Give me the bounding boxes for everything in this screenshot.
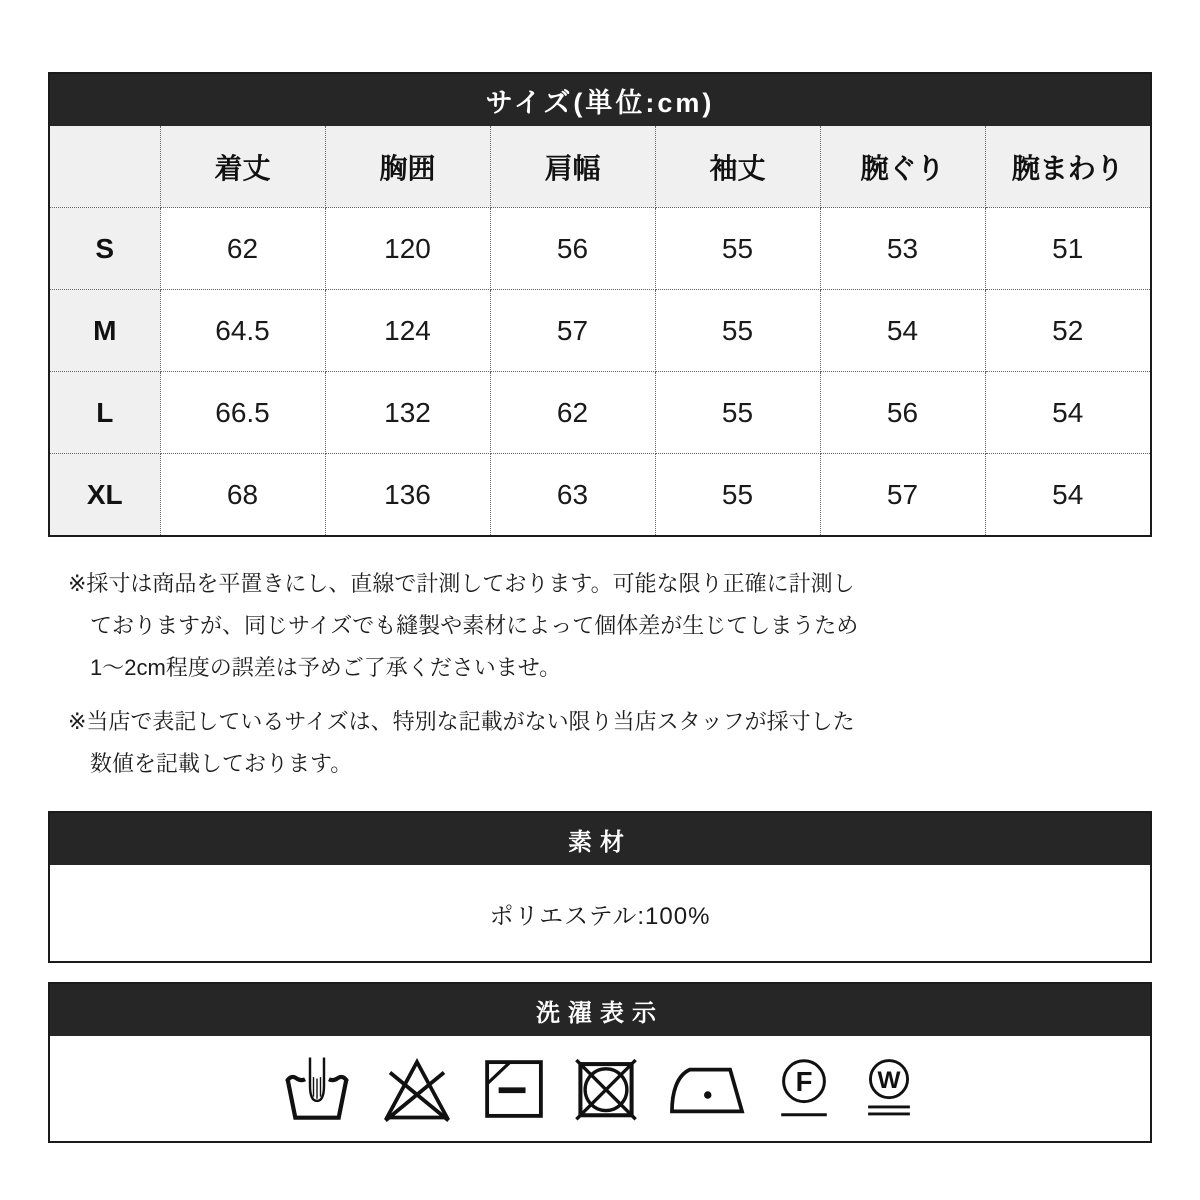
note-line: ※当店で表記しているサイズは、特別な記載がない限り当店スタッフが採寸した [68, 709, 855, 734]
size-cell: 132 [325, 372, 490, 454]
size-row-label: M [50, 290, 160, 372]
size-cell: 55 [655, 372, 820, 454]
size-cell: 68 [160, 454, 325, 536]
material-value: ポリエステル:100% [50, 865, 1150, 961]
size-cell: 56 [820, 372, 985, 454]
size-cell: 124 [325, 290, 490, 372]
do-not-bleach-icon [378, 1056, 456, 1122]
dry-flat-in-shade-icon [482, 1057, 546, 1121]
size-row-s [50, 208, 1150, 290]
wash-label-title: 洗濯表示 [50, 984, 1150, 1036]
store-size-note [68, 701, 1152, 785]
size-cell: 51 [985, 208, 1150, 290]
note-line: 数値を記載しております。 [90, 751, 353, 776]
care-icon-row [50, 1036, 1150, 1141]
hand-wash-icon [282, 1056, 352, 1122]
size-row-xl [50, 454, 1150, 536]
size-cell: 136 [325, 454, 490, 536]
wash-label-section [48, 982, 1152, 1143]
size-cell: 55 [655, 208, 820, 290]
size-table-corner-cell [50, 126, 160, 208]
column-header: 袖丈 [655, 126, 820, 208]
size-cell: 54 [820, 290, 985, 372]
size-table-title: サイズ(単位:cm) [50, 74, 1150, 126]
dry-clean-f-icon [774, 1056, 834, 1122]
size-cell: 120 [325, 208, 490, 290]
size-cell: 64.5 [160, 290, 325, 372]
column-header: 胸囲 [325, 126, 490, 208]
size-cell: 52 [985, 290, 1150, 372]
size-cell: 55 [655, 454, 820, 536]
measurement-note [68, 563, 1152, 689]
column-header: 肩幅 [490, 126, 655, 208]
size-cell: 56 [490, 208, 655, 290]
size-cell: 57 [820, 454, 985, 536]
size-cell: 57 [490, 290, 655, 372]
size-row-label: S [50, 208, 160, 290]
size-cell: 55 [655, 290, 820, 372]
note-line: ておりますが、同じサイズでも縫製や素材によって個体差が生じてしまうため [90, 613, 859, 638]
size-cell: 62 [490, 372, 655, 454]
note-line: 1〜2cm程度の誤差は予めご了承くださいませ。 [90, 655, 562, 680]
iron-low-icon [666, 1060, 748, 1118]
size-cell: 66.5 [160, 372, 325, 454]
size-row-m [50, 290, 1150, 372]
size-cell: 63 [490, 454, 655, 536]
material-title: 素材 [50, 813, 1150, 865]
svg-text:F: F [795, 1065, 813, 1097]
column-header: 着丈 [160, 126, 325, 208]
size-table [50, 126, 1150, 535]
material-section [48, 811, 1152, 963]
note-line: ※採寸は商品を平置きにし、直線で計測しております。可能な限り正確に計測し [68, 571, 855, 596]
size-row-l [50, 372, 1150, 454]
wet-clean-w-icon [860, 1056, 918, 1122]
svg-text:W: W [877, 1066, 901, 1094]
size-cell: 53 [820, 208, 985, 290]
size-row-label: XL [50, 454, 160, 536]
size-table-header-row [50, 126, 1150, 208]
column-header: 腕まわり [985, 126, 1150, 208]
size-row-label: L [50, 372, 160, 454]
size-cell: 54 [985, 372, 1150, 454]
size-cell: 54 [985, 454, 1150, 536]
do-not-tumble-dry-icon [572, 1056, 640, 1122]
column-header: 腕ぐり [820, 126, 985, 208]
size-table-section [48, 72, 1152, 537]
size-cell: 62 [160, 208, 325, 290]
